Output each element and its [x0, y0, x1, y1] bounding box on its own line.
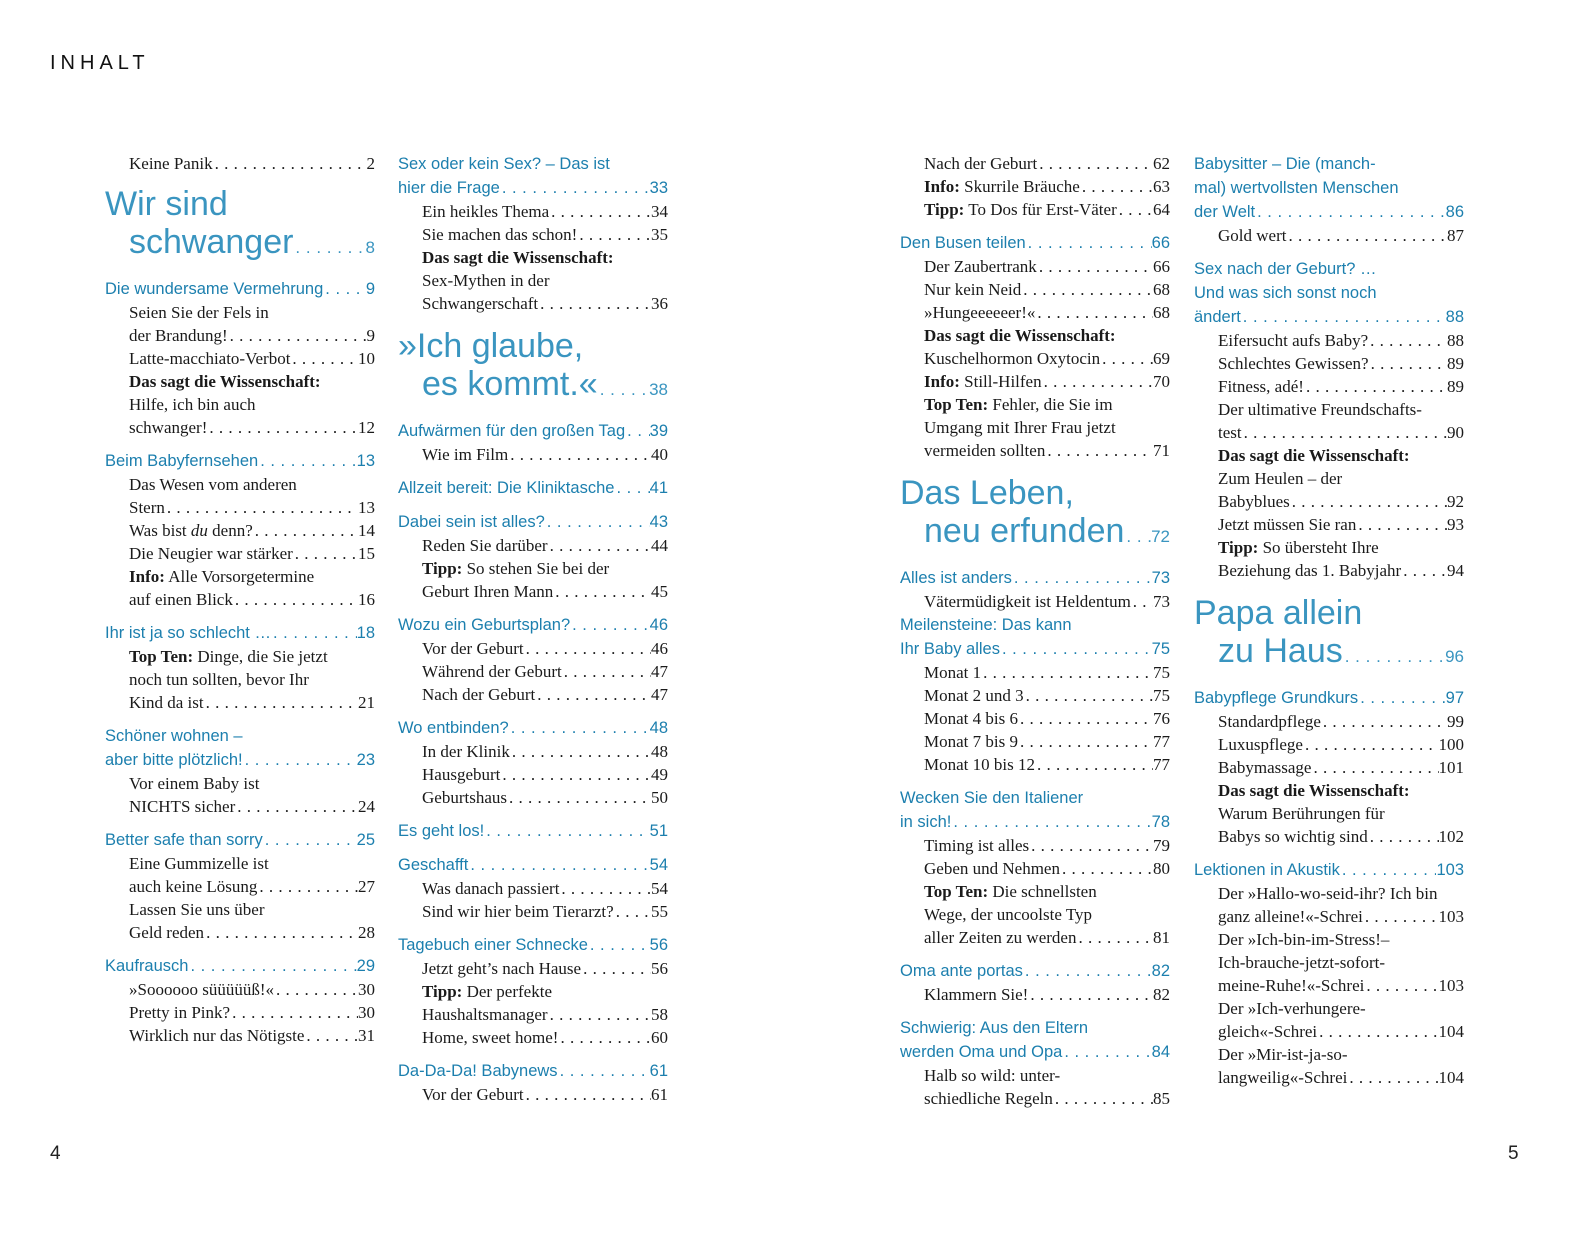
toc-entry[interactable]: Was danach passiert . . . 54: [398, 877, 668, 900]
toc-entry[interactable]: Was bist du denn? . . . 14: [105, 519, 375, 542]
section-heading[interactable]: in sich! . . . 78: [900, 810, 1170, 834]
toc-entry[interactable]: Reden Sie darüber . . . 44: [398, 534, 668, 557]
section-heading[interactable]: Wozu ein Geburtsplan? . . . 46: [398, 613, 668, 637]
toc-entry: Top Ten: Dinge, die Sie jetzt: [129, 647, 328, 666]
section-heading: Meilensteine: Das kann: [900, 616, 1072, 634]
section-heading[interactable]: Beim Babyfernsehen . . . 13: [105, 449, 375, 473]
toc-entry[interactable]: test . . . 90: [1194, 421, 1464, 444]
section-heading: Und was sich sonst noch: [1194, 284, 1377, 302]
section-heading[interactable]: Allzeit bereit: Die Kliniktasche . . . 41: [398, 476, 668, 500]
toc-entry[interactable]: Latte-macchiato-Verbot . . . 10: [105, 347, 375, 370]
section-heading[interactable]: aber bitte plötzlich! . . . 23: [105, 748, 375, 772]
toc-entry[interactable]: auf einen Blick . . . 16: [105, 588, 375, 611]
toc-entry[interactable]: Beziehung das 1. Babyjahr . . . 94: [1194, 559, 1464, 582]
toc-entry[interactable]: Monat 10 bis 12 . . . 77: [900, 753, 1170, 776]
toc-entry[interactable]: Der Zaubertrank . . . 66: [900, 255, 1170, 278]
toc-entry[interactable]: Timing ist alles . . . 79: [900, 834, 1170, 857]
section-heading[interactable]: Den Busen teilen . . . 66: [900, 231, 1170, 255]
toc-entry: Vor einem Baby ist: [129, 774, 260, 793]
section-heading[interactable]: Es geht los! . . . 51: [398, 819, 668, 843]
toc-entry[interactable]: Kuschelhormon Oxytocin . . . 69: [900, 347, 1170, 370]
toc-entry: Der »Ich-bin-im-Stress!–: [1218, 930, 1390, 949]
toc-entry: Der »Ich-verhungere-: [1218, 999, 1366, 1018]
toc-entry[interactable]: Monat 7 bis 9 . . . 77: [900, 730, 1170, 753]
toc-entry: Der »Hallo-wo-seid-ihr? Ich bin: [1218, 884, 1438, 903]
section-heading[interactable]: werden Oma und Opa . . . 84: [900, 1040, 1170, 1064]
section-heading: mal) wertvollsten Menschen: [1194, 179, 1399, 197]
section-heading[interactable]: Babypflege Grundkurs . . . 97: [1194, 686, 1464, 710]
toc-entry: Zum Heulen – der: [1218, 469, 1343, 488]
toc-entry[interactable]: Jetzt müssen Sie ran . . . 93: [1194, 513, 1464, 536]
toc-entry[interactable]: ganz alleine!«-Schrei . . . 103: [1194, 905, 1464, 928]
section-heading[interactable]: Better safe than sorry . . . 25: [105, 828, 375, 852]
toc-entry: Das sagt die Wissenschaft:: [924, 326, 1116, 345]
section-heading[interactable]: Oma ante portas . . . 82: [900, 959, 1170, 983]
toc-entry[interactable]: Sind wir hier beim Tierarzt? . . . 55: [398, 900, 668, 923]
toc-entry[interactable]: Während der Geburt . . . 47: [398, 660, 668, 683]
toc-entry[interactable]: Pretty in Pink? . . . 30: [105, 1001, 375, 1024]
section-heading: Schwierig: Aus den Eltern: [900, 1019, 1089, 1037]
toc-entry: Das Wesen vom anderen: [129, 475, 297, 494]
toc-entry[interactable]: Info: Skurrile Bräuche . . . 63: [900, 175, 1170, 198]
toc-entry[interactable]: Vor der Geburt . . . 61: [398, 1083, 668, 1106]
toc-entry[interactable]: Luxuspflege . . . 100: [1194, 733, 1464, 756]
toc-entry[interactable]: Jetzt geht’s nach Hause . . . 56: [398, 957, 668, 980]
toc-column-1: [105, 152, 375, 1047]
section-heading: Sex nach der Geburt? …: [1194, 260, 1377, 278]
toc-column-2: [398, 152, 668, 1106]
section-heading[interactable]: Lektionen in Akustik . . . 103: [1194, 858, 1464, 882]
toc-entry: Umgang mit Ihrer Frau jetzt: [924, 418, 1116, 437]
toc-entry: Sex-Mythen in der: [422, 271, 550, 290]
toc-entry[interactable]: gleich«-Schrei . . . 104: [1194, 1020, 1464, 1043]
toc-entry: noch tun sollten, bevor Ihr: [129, 670, 309, 689]
toc-entry[interactable]: Nach der Geburt . . . 47: [398, 683, 668, 706]
section-heading: Wecken Sie den Italiener: [900, 789, 1084, 807]
toc-entry[interactable]: schiedliche Regeln . . . 85: [900, 1087, 1170, 1110]
section-heading[interactable]: Tagebuch einer Schnecke . . . 56: [398, 933, 668, 957]
section-heading[interactable]: Wo entbinden? . . . 48: [398, 716, 668, 740]
toc-entry: Eine Gummizelle ist: [129, 854, 269, 873]
section-heading[interactable]: ändert . . . 88: [1194, 305, 1464, 329]
toc-entry: Warum Berührungen für: [1218, 804, 1385, 823]
toc-entry[interactable]: Gold wert . . . 87: [1194, 224, 1464, 247]
toc-entry[interactable]: Eifersucht aufs Baby? . . . 88: [1194, 329, 1464, 352]
section-heading[interactable]: der Welt . . . 86: [1194, 200, 1464, 224]
toc-entry[interactable]: Nur kein Neid . . . 68: [900, 278, 1170, 301]
toc-entry: Das sagt die Wissenschaft:: [129, 372, 321, 391]
toc-entry[interactable]: auch keine Lösung . . . 27: [105, 875, 375, 898]
chapter-heading[interactable]: »Ich glaube, es kommt.« . . . 38: [398, 327, 668, 409]
section-heading: Babysitter – Die (manch-: [1194, 155, 1376, 173]
toc-entry[interactable]: Schwangerschaft . . . 36: [398, 292, 668, 315]
toc-entry[interactable]: meine-Ruhe!«-Schrei . . . 103: [1194, 974, 1464, 997]
toc-entry[interactable]: Geburt Ihren Mann . . . 45: [398, 580, 668, 603]
toc-entry[interactable]: Ein heikles Thema . . . 34: [398, 200, 668, 223]
toc-entry: Der »Mir-ist-ja-so-: [1218, 1045, 1348, 1064]
toc-entry: Info: Alle Vorsorgetermine: [129, 567, 315, 586]
section-heading[interactable]: Kaufrausch . . . 29: [105, 954, 375, 978]
section-heading[interactable]: hier die Frage . . . 33: [398, 176, 668, 200]
toc-entry[interactable]: Vätermüdigkeit ist Heldentum . . . 73: [900, 590, 1170, 613]
toc-entry: Das sagt die Wissenschaft:: [1218, 781, 1410, 800]
toc-entry[interactable]: Die Neugier war stärker . . . 15: [105, 542, 375, 565]
toc-entry: Das sagt die Wissenschaft:: [422, 248, 614, 267]
toc-entry[interactable]: Sie machen das schon! . . . 35: [398, 223, 668, 246]
toc-entry[interactable]: Hausgeburt . . . 49: [398, 763, 668, 786]
toc-entry[interactable]: Stern . . . 13: [105, 496, 375, 519]
toc-entry: Lassen Sie uns über: [129, 900, 265, 919]
toc-entry[interactable]: Info: Still-Hilfen . . . 70: [900, 370, 1170, 393]
chapter-heading[interactable]: Das Leben, neu erfunden . . . 72: [900, 474, 1170, 556]
toc-entry[interactable]: schwanger! . . . 12: [105, 416, 375, 439]
toc-entry[interactable]: In der Klinik . . . 48: [398, 740, 668, 763]
toc-entry: Seien Sie der Fels in: [129, 303, 269, 322]
section-heading: Sex oder kein Sex? – Das ist: [398, 155, 610, 173]
toc-entry[interactable]: Standardpflege . . . 99: [1194, 710, 1464, 733]
section-heading: Schöner wohnen –: [105, 727, 243, 745]
section-heading[interactable]: Da-Da-Da! Babynews . . . 61: [398, 1059, 668, 1083]
section-heading[interactable]: Dabei sein ist alles? . . . 43: [398, 510, 668, 534]
toc-entry[interactable]: NICHTS sicher . . . 24: [105, 795, 375, 818]
toc-entry[interactable]: Babyblues . . . 92: [1194, 490, 1464, 513]
toc-entry: Wege, der uncoolste Typ: [924, 905, 1093, 924]
page-header: INHALT: [50, 52, 150, 74]
toc-entry[interactable]: Wirklich nur das Nötigste . . . 31: [105, 1024, 375, 1047]
toc-entry[interactable]: Babys so wichtig sind . . . 102: [1194, 825, 1464, 848]
toc-entry: Top Ten: Fehler, die Sie im: [924, 395, 1113, 414]
page-number-right: 5: [1508, 1143, 1519, 1164]
toc-entry[interactable]: Geld reden . . . 28: [105, 921, 375, 944]
section-heading[interactable]: Ihr Baby alles . . . 75: [900, 637, 1170, 661]
toc-entry[interactable]: »Soooooo süüüüüß!« . . . 30: [105, 978, 375, 1001]
toc-entry[interactable]: Geben und Nehmen . . . 80: [900, 857, 1170, 880]
toc-entry: Das sagt die Wissenschaft:: [1218, 446, 1410, 465]
toc-entry[interactable]: aller Zeiten zu werden . . . 81: [900, 926, 1170, 949]
toc-entry[interactable]: Monat 4 bis 6 . . . 76: [900, 707, 1170, 730]
section-heading[interactable]: Alles ist anders . . . 73: [900, 566, 1170, 590]
toc-entry[interactable]: vermeiden sollten . . . 71: [900, 439, 1170, 462]
toc-entry: Tipp: So übersteht Ihre: [1218, 538, 1379, 557]
toc-entry[interactable]: der Brandung! . . . 9: [105, 324, 375, 347]
section-heading[interactable]: Ihr ist ja so schlecht … . . . 18: [105, 621, 375, 645]
toc-entry: Tipp: So stehen Sie bei der: [422, 559, 610, 578]
section-heading[interactable]: Geschafft . . . 54: [398, 853, 668, 877]
chapter-heading[interactable]: Papa allein zu Haus . . . 96: [1194, 594, 1464, 676]
toc-entry: Hilfe, ich bin auch: [129, 395, 256, 414]
toc-entry[interactable]: Vor der Geburt . . . 46: [398, 637, 668, 660]
toc-entry[interactable]: Keine Panik . . . 2: [105, 152, 375, 175]
toc-entry[interactable]: Home, sweet home! . . . 60: [398, 1026, 668, 1049]
toc-entry[interactable]: »Hungeeeeeer!« . . . 68: [900, 301, 1170, 324]
toc-entry[interactable]: Haushaltsmanager . . . 58: [398, 1003, 668, 1026]
toc-entry[interactable]: Schlechtes Gewissen? . . . 89: [1194, 352, 1464, 375]
toc-column-4: [1194, 152, 1464, 1089]
toc-entry: Halb so wild: unter-: [924, 1066, 1061, 1085]
toc-entry[interactable]: Tipp: To Dos für Erst-Väter . . . 64: [900, 198, 1170, 221]
chapter-heading[interactable]: Wir sind schwanger . . . 8: [105, 185, 375, 267]
toc-entry[interactable]: Klammern Sie! . . . 82: [900, 983, 1170, 1006]
toc-entry[interactable]: langweilig«-Schrei . . . 104: [1194, 1066, 1464, 1089]
toc-entry[interactable]: Monat 1 . . . 75: [900, 661, 1170, 684]
section-heading[interactable]: Aufwärmen für den großen Tag . . . 39: [398, 419, 668, 443]
section-heading[interactable]: Die wundersame Vermehrung . . . 9: [105, 277, 375, 301]
page-number-left: 4: [50, 1143, 61, 1164]
toc-entry: Top Ten: Die schnellsten: [924, 882, 1097, 901]
toc-entry[interactable]: Babymassage . . . 101: [1194, 756, 1464, 779]
toc-entry[interactable]: Nach der Geburt . . . 62: [900, 152, 1170, 175]
toc-entry: Tipp: Der perfekte: [422, 982, 552, 1001]
toc-entry[interactable]: Fitness, adé! . . . 89: [1194, 375, 1464, 398]
toc-entry[interactable]: Geburtshaus . . . 50: [398, 786, 668, 809]
toc-column-3: [900, 152, 1170, 1110]
toc-entry: Ich-brauche-jetzt-sofort-: [1218, 953, 1386, 972]
toc-entry: Der ultimative Freundschafts-: [1218, 400, 1422, 419]
toc-entry[interactable]: Wie im Film . . . 40: [398, 443, 668, 466]
toc-entry[interactable]: Monat 2 und 3 . . . 75: [900, 684, 1170, 707]
toc-entry[interactable]: Kind da ist . . . 21: [105, 691, 375, 714]
